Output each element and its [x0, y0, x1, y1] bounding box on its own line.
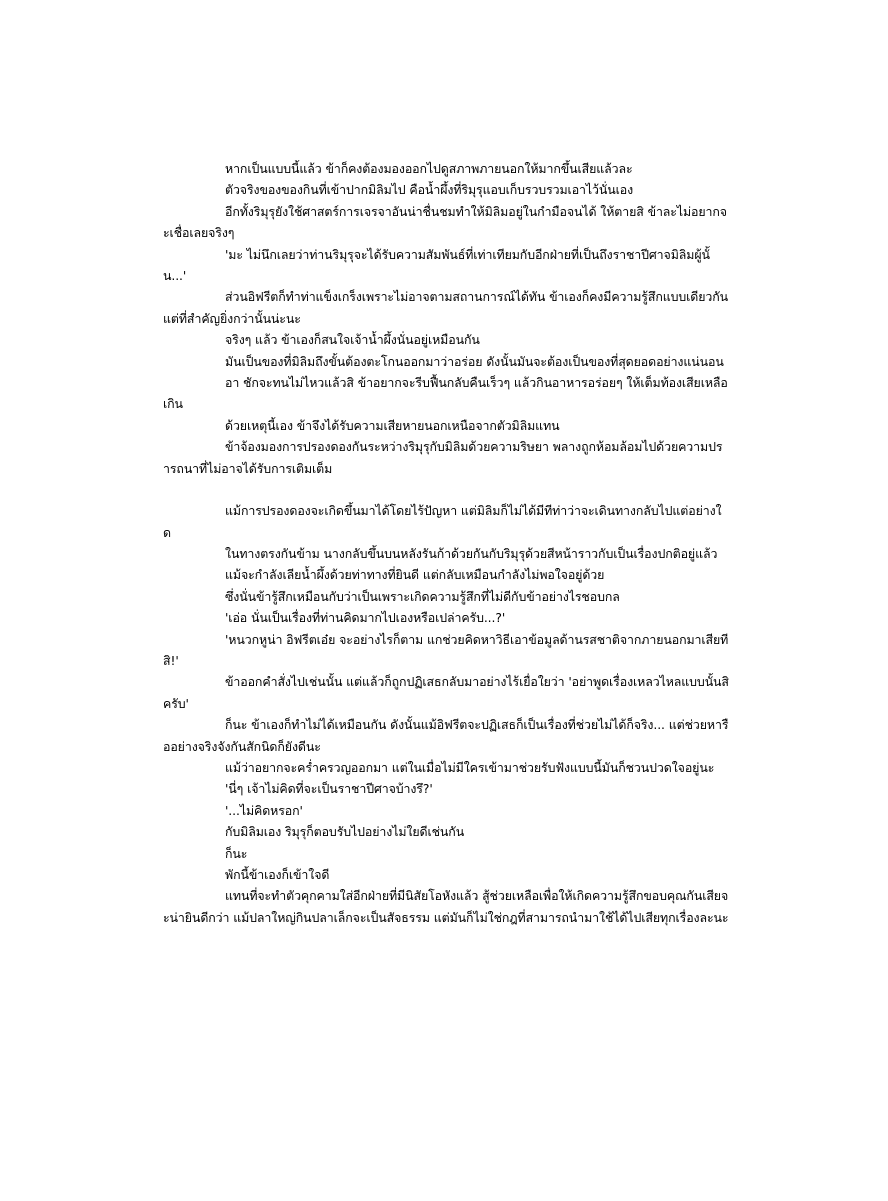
paragraph: ก็นะ: [225, 845, 248, 861]
paragraph: อีกทั้งริมุรุยังใช้ศาสตร์การเจรจาอันน่าชื่นชมทำให้มิลิมอยู่ในกำมือจนได้ ให้ตายสิ ข้าละไม่อยากจะเชื่อเลยจริงๆ: [163, 203, 727, 241]
paragraph: ในทางตรงกันข้าม นางกลับขึ้นบนหลังรันก้าด้วยกันกับริมุรุด้วยสีหน้าราวกับเป็นเรื่องปกติอยู่แล้ว: [225, 545, 718, 561]
paragraph: มันเป็นของที่มิลิมถึงขั้นต้องตะโกนออกมาว่าอร่อย ดังนั้นมันจะต้องเป็นของที่สุดยอดอย่างแน่นอน: [225, 353, 724, 369]
paragraph: '...ไม่คิดหรอก': [225, 802, 303, 818]
document-page: [163, 158, 729, 928]
paragraph: แม้การปรองดองจะเกิดขึ้นมาได้โดยไร้ปัญหา แต่มิลิมก็ไม่ได้มีทีท่าว่าจะเดินทางกลับไปแต่อย่างใด: [163, 503, 722, 540]
paragraph: แม้ว่าอยากจะคร่ำครวญออกมา แต่ในเมื่อไม่มีใครเข้ามาช่วยรับฟังแบบนี้มันก็ชวนปวดใจอยู่นะ: [225, 759, 715, 775]
paragraph: ข้าจ้องมองการปรองดองกันระหว่างริมุรุกับมิลิมด้วยความริษยา พลางถูกห้อมล้อมไปด้วยความปรารถนาที่ไม่อาจได้รับการเติมเต็ม: [163, 439, 723, 476]
paragraph: อา ชักจะทนไม่ไหวแล้วสิ ข้าอยากจะรีบฟื้นกลับคืนเร็วๆ แล้วกินอาหารอร่อยๆ ให้เต็มท้องเสียเหลือเกิน: [163, 375, 728, 412]
paragraph: 'เอ่อ นั่นเป็นเรื่องที่ท่านคิดมากไปเองหรือเปล่าครับ...?': [225, 610, 506, 626]
paragraph: กับมิลิมเอง ริมุรุก็ตอบรับไปอย่างไม่ใยดีเช่นกัน: [225, 824, 465, 840]
paragraph: พักนี้ข้าเองก็เข้าใจดี: [225, 867, 330, 882]
paragraph: ด้วยเหตุนี้เอง ข้าจึงได้รับความเสียหายนอกเหนือจากตัวมิลิมแทน: [225, 417, 560, 433]
paragraph: จริงๆ แล้ว ข้าเองก็สนใจเจ้าน้ำผึ้งนั่นอยู่เหมือนกัน: [225, 332, 480, 348]
paragraph: แม้จะกำลังเลียน้ำผึ้งด้วยท่าทางที่ยินดี แต่กลับเหมือนกำลังไม่พอใจอยู่ด้วย: [225, 567, 605, 583]
paragraph: 'หนวกหูน่า อิฟรีตเอ๋ย จะอย่างไรก็ตาม แกช่วยคิดหาวิธีเอาข้อมูลด้านรสชาติจากภายนอกมาเสียทีสิ!': [163, 631, 729, 668]
paragraph: ก็นะ ข้าเองก็ทำไม่ได้เหมือนกัน ดังนั้นแม้อิฟรีตจะปฏิเสธก็เป็นเรื่องที่ช่วยไม่ได้ก็จริง... แต่ช่วยหารืออย่างจริงจังกันสักนิดก็ยังดีนะ: [163, 717, 729, 754]
paragraph: 'นี่ๆ เจ้าไม่คิดที่จะเป็นราชาปีศาจบ้างรึ?': [225, 781, 433, 797]
paragraph: ตัวจริงของของกินที่เข้าปากมิลิมไป คือน้ำผึ้งที่ริมุรุแอบเก็บรวบรวมเอาไว้นั่นเอง: [225, 182, 634, 198]
paragraph: 'มะ ไม่นึกเลยว่าท่านริมุรุจะได้รับความสัมพันธ์ที่เท่าเทียมกับอีกฝ่ายที่เป็นถึงราชาปีศาจมิลิมผู้นั้น...': [163, 246, 710, 284]
section-two: [163, 500, 729, 928]
paragraph: หากเป็นแบบนี้แล้ว ข้าก็คงต้องมองออกไปดูสภาพภายนอกให้มากขึ้นเสียแล้วละ: [225, 161, 633, 176]
paragraph: ข้าออกคำสั่งไปเช่นนั้น แต่แล้วก็ถูกปฏิเสธกลับมาอย่างไร้เยื่อใยว่า 'อย่าพูดเรื่องเหลวไหลแบบนั้นสิครับ': [163, 674, 729, 711]
section-break: [163, 479, 729, 500]
paragraph: ส่วนอิฟรีตก็ทำท่าแข็งเกร็งเพราะไม่อาจตามสถานการณ์ได้ทัน ข้าเองก็คงมีความรู้สึกแบบเดียวกัน แต่ที่สำคัญยิ่งกว่านั้นน่ะนะ: [163, 289, 729, 326]
paragraph: แทนที่จะทำตัวคุกคามใส่อีกฝ่ายที่มีนิสัยโอหังแล้ว สู้ช่วยเหลือเพื่อให้เกิดความรู้สึกขอบคุณกันเสียจะน่ายินดีกว่า แม้ปลาใหญ่กินปลาเล็กจะเป็นสัจธรรม แต่มันก็ไม่ใช่กฎที่สามารถนำมาใช้ได้ไปเสียทุกเรื่องละนะ: [163, 888, 729, 925]
paragraph: ซึ่งนั่นข้ารู้สึกเหมือนกับว่าเป็นเพราะเกิดความรู้สึกที่ไม่ดีกับข้าอย่างไรชอบกล: [225, 588, 620, 604]
section-one: [163, 158, 729, 479]
